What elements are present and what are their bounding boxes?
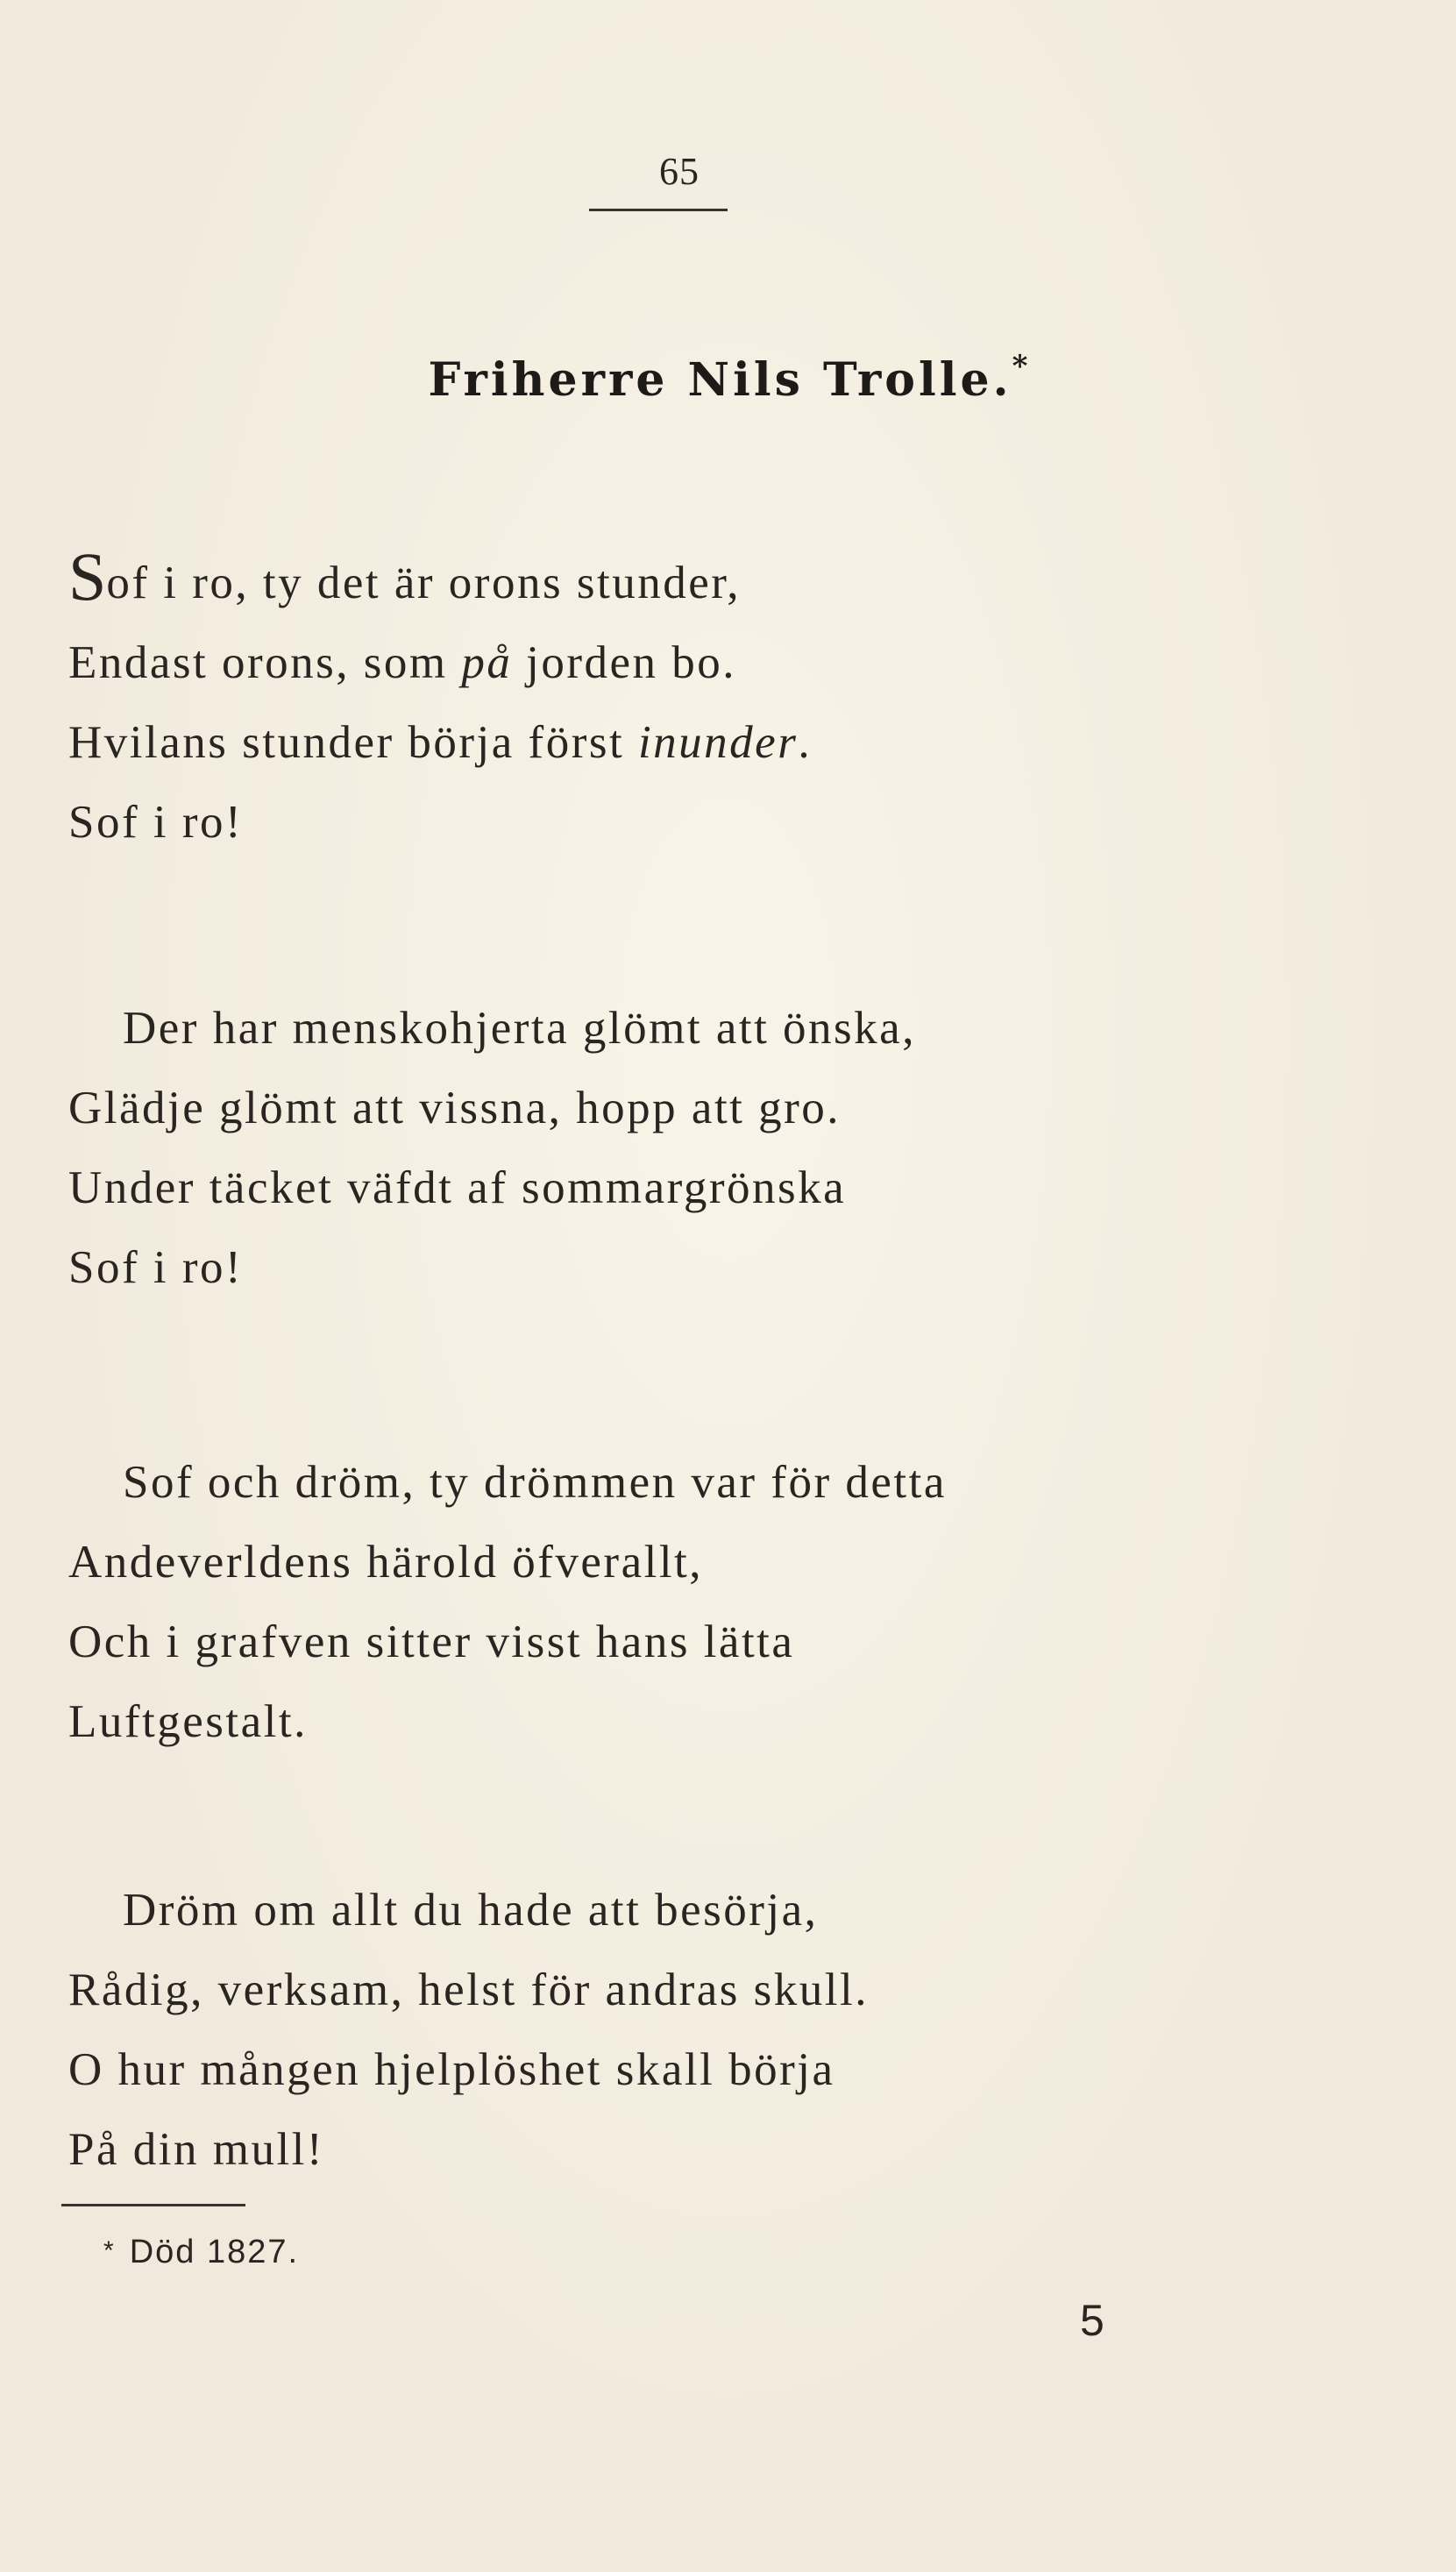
stanza-4-line-2: Rådig, verksam, helst för andras skull. [68,1965,869,2015]
stanza-3-line-1: Sof och dröm, ty drömmen var för detta [123,1457,947,1508]
drop-initial: S [68,538,107,615]
footnote-mark: * [103,2236,116,2265]
stanza-1-line-3 [68,703,1208,783]
footnote [103,2234,299,2271]
stanza-4 [68,1871,1208,2190]
stanza-2 [68,989,1208,1308]
stanza-4-line-4: På din mull! [68,2124,325,2175]
signature-mark: 5 [1080,2296,1104,2345]
stanza-2-line-3: Under täcket väfdt af sommargrönska [68,1162,847,1213]
stanza-2-line-4: Sof i ro! [68,1242,244,1293]
stanza-1-line-1 [68,538,1208,623]
stanza-1-line-2 [68,623,1208,703]
stanza-2-line-2: Glädje glömt att vissna, hopp att gro. [68,1083,842,1133]
italic-word: på [461,637,513,688]
stanza-3-line-3: Och i grafven sitter visst hans lätta [68,1616,795,1667]
stanza-1-line-4: Sof i ro! [68,797,244,848]
page-number-rule [589,209,728,211]
page-number: 65 [659,150,700,193]
line-text: Endast orons, som [68,637,462,688]
line-text: Hvilans stunder börja först [68,717,638,768]
footnote-text: Död 1827. [129,2234,300,2270]
poem-title [0,349,1456,407]
poem-title-text: Friherre Nils Trolle. [428,353,1012,407]
line-text: of i ro, ty det är orons stunder, [106,558,741,608]
stanza-2-line-1: Der har menskohjerta glömt att önska, [123,1003,916,1054]
stanza-1 [68,538,1208,863]
stanza-3-line-4: Luftgestalt. [68,1696,308,1747]
line-text: jorden bo. [512,637,737,688]
line-text: . [798,717,813,768]
stanza-3-line-2: Andeverldens härold öfverallt, [68,1537,704,1588]
stanza-4-line-1: Dröm om allt du hade att besörja, [123,1885,819,1936]
footnote-reference-mark: * [1012,349,1028,384]
stanza-4-line-3: O hur mången hjelplöshet skall börja [68,2044,835,2095]
footnote-rule [61,2204,245,2206]
stanza-3 [68,1443,1208,1762]
italic-word: inunder [637,717,799,768]
